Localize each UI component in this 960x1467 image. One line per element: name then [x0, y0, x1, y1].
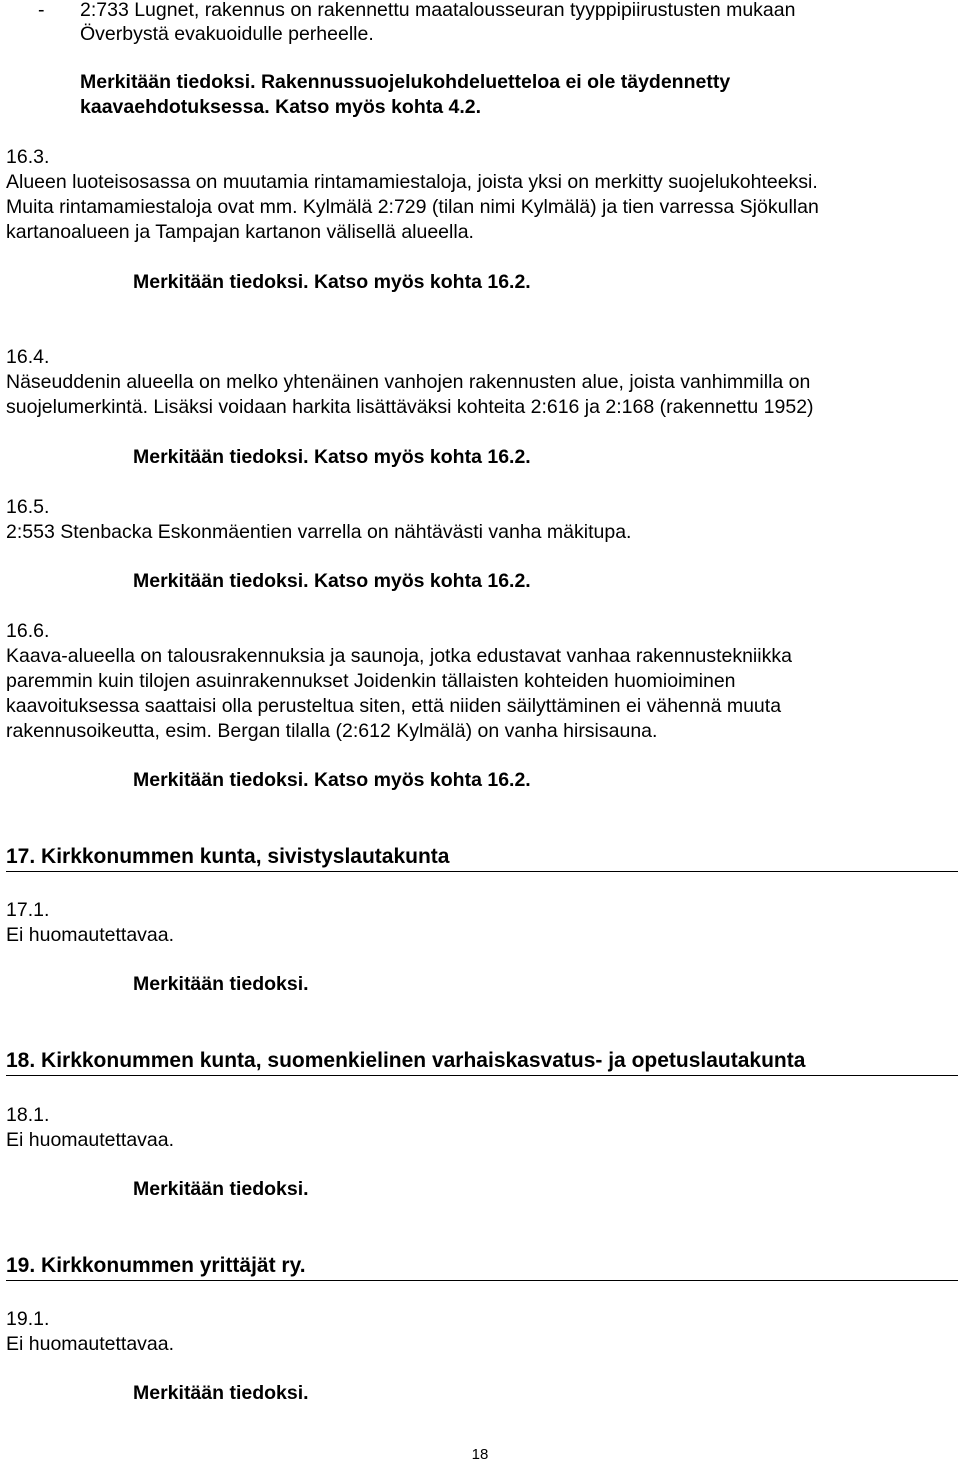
section-heading: 17. Kirkkonummen kunta, sivistyslautakunta [6, 843, 958, 872]
paragraph-line: kartanoalueen ja Tampajan kartanon välisellä alueella. [6, 221, 474, 243]
page-number: 18 [471, 1446, 489, 1463]
response-note: Merkitään tiedoksi. Katso myös kohta 16.2. [133, 446, 531, 468]
section-number: 18.1. [6, 1104, 50, 1126]
section-number: 17.1. [6, 899, 50, 921]
section-number: 16.6. [6, 620, 50, 642]
response-note: Merkitään tiedoksi. [133, 973, 309, 995]
paragraph-line: 2:733 Lugnet, rakennus on rakennettu maatalousseuran tyyppipiirustusten mukaan [80, 0, 796, 21]
response-note: Merkitään tiedoksi. [133, 1178, 309, 1200]
section-number: 16.3. [6, 146, 50, 168]
paragraph-line: suojelumerkintä. Lisäksi voidaan harkita lisättäväksi kohteita 2:616 ja 2:168 (rakennettu 1952) [6, 396, 814, 418]
paragraph-line: Alueen luoteisosassa on muutamia rintamamiestaloja, joista yksi on merkitty suojelukohteeksi. [6, 171, 818, 193]
section-number: 19.1. [6, 1308, 50, 1330]
paragraph-line: 2:553 Stenbacka Eskonmäentien varrella on nähtävästi vanha mäkitupa. [6, 521, 632, 543]
paragraph-line: Muita rintamamiestaloja ovat mm. Kylmälä 2:729 (tilan nimi Kylmälä) ja tien varressa Sjökullan [6, 196, 819, 218]
paragraph-line: rakennusoikeutta, esim. Bergan tilalla (2:612 Kylmälä) on vanha hirsisauna. [6, 720, 658, 742]
section-number: 16.4. [6, 346, 50, 368]
paragraph-line: Näseuddenin alueella on melko yhtenäinen vanhojen rakennusten alue, joista vanhimmilla on [6, 371, 811, 393]
paragraph-line: Ei huomautettavaa. [6, 1129, 175, 1151]
response-note: Merkitään tiedoksi. [133, 1382, 309, 1404]
section-heading: 18. Kirkkonummen kunta, suomenkielinen varhaiskasvatus- ja opetuslautakunta [6, 1047, 958, 1076]
response-note: Merkitään tiedoksi. Rakennussuojelukohdeluetteloa ei ole täydennetty [80, 71, 731, 93]
paragraph-line: paremmin kuin tilojen asuinrakennukset Joidenkin tällaisten kohteiden huomioiminen [6, 670, 736, 692]
response-note: kaavaehdotuksessa. Katso myös kohta 4.2. [80, 96, 482, 118]
list-dash: - [38, 0, 45, 21]
paragraph-line: Ei huomautettavaa. [6, 924, 175, 946]
section-heading: 19. Kirkkonummen yrittäjät ry. [6, 1252, 958, 1281]
section-number: 16.5. [6, 496, 50, 518]
paragraph-line: Ei huomautettavaa. [6, 1333, 175, 1355]
paragraph-line: kaavoituksessa saattaisi olla perusteltua siten, että niiden säilyttäminen ei vähennä muuta [6, 695, 782, 717]
paragraph-line: Överbystä evakuoidulle perheelle. [80, 23, 374, 45]
paragraph-line: Kaava-alueella on talousrakennuksia ja saunoja, jotka edustavat vanhaa rakennustekniikka [6, 645, 792, 667]
response-note: Merkitään tiedoksi. Katso myös kohta 16.2. [133, 769, 531, 791]
response-note: Merkitään tiedoksi. Katso myös kohta 16.2. [133, 570, 531, 592]
response-note: Merkitään tiedoksi. Katso myös kohta 16.2. [133, 271, 531, 293]
